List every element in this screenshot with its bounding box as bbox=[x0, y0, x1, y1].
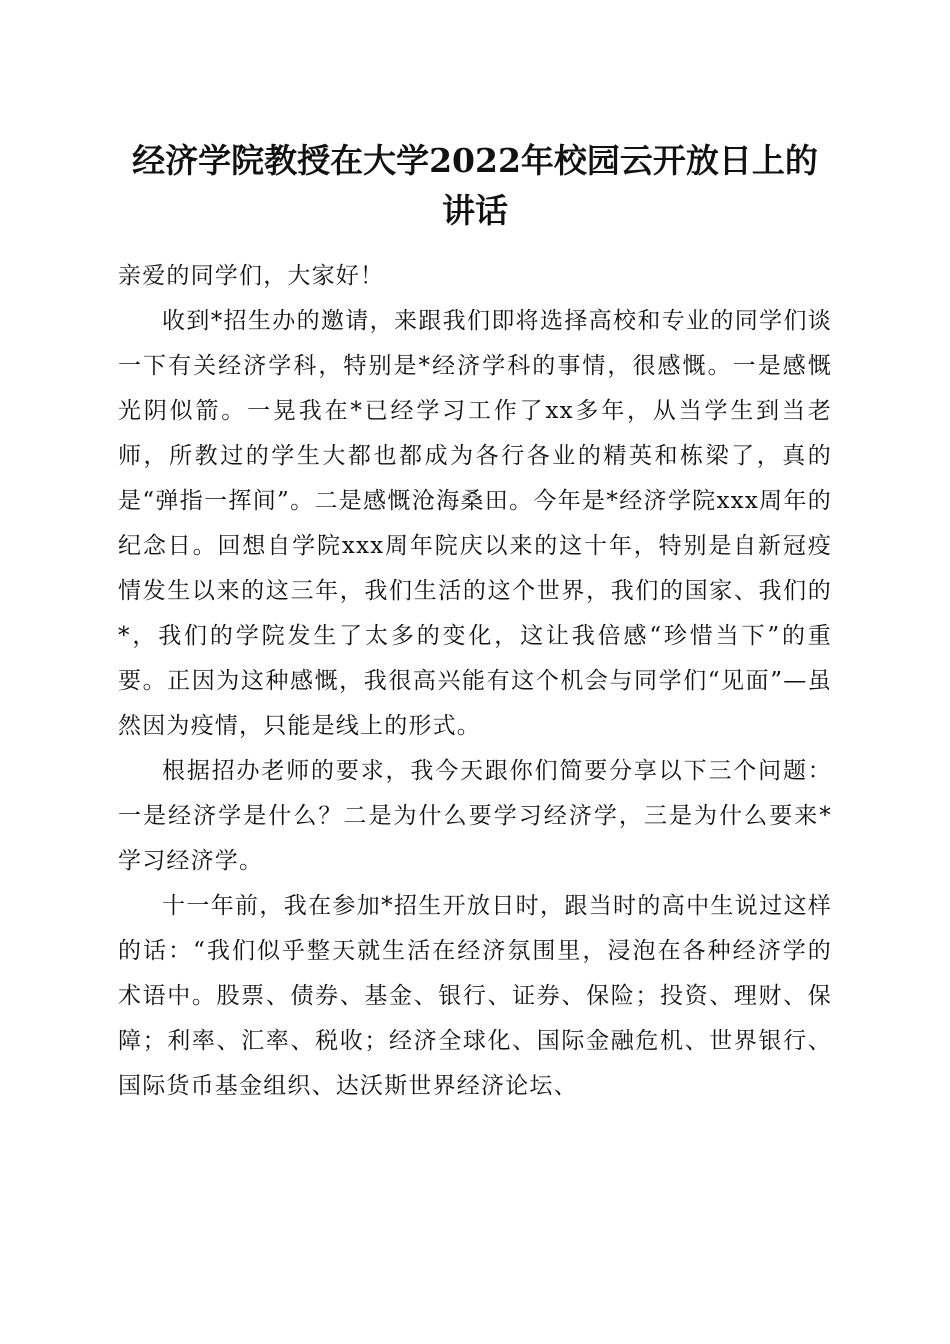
document-title: 经济学院教授在大学2022年校园云开放日上的讲话 bbox=[132, 141, 818, 230]
body-paragraph: 十一年前，我在参加*招生开放日时，跟当时的高中生说过这样的话：“我们似乎整天就生活在经济氛围里，浸泡在各种经济学的术语中。股票、债券、基金、银行、证券、保险；投资、理财、保障；利率、汇率、税收；经济全球化、国际金融危机、世界银行、国际货币基金组织、达沃斯世界经济论坛、 bbox=[118, 893, 832, 1099]
document-body bbox=[118, 254, 832, 1109]
greeting-paragraph: 亲爱的同学们，大家好！ bbox=[118, 263, 385, 289]
body-paragraph: 收到*招生办的邀请，来跟我们即将选择高校和专业的同学们谈一下有关经济学科，特别是*经济学科的事情，很感慨。一是感慨光阴似箭。一晃我在*已经学习工作了xx多年，从当学生到当老师，所教过的学生大都也都成为各行各业的精英和栋梁了，真的是“弹指一挥间”。二是感慨沧海桑田。今年是*经济学院xxx周年的纪念日。回想自学院xxx周年院庆以来的这十年，特别是自新冠疫情发生以来的这三年，我们生活的这个世界，我们的国家、我们的*，我们的学院发生了太多的变化，这让我倍感“珍惜当下”的重要。正因为这种感慨，我很高兴能有这个机会与同学们“见面”—虽然因为疫情，只能是线上的形式。 bbox=[118, 308, 832, 739]
body-paragraph: 根据招办老师的要求，我今天跟你们简要分享以下三个问题：一是经济学是什么？二是为什么要学习经济学，三是为什么要来*学习经济学。 bbox=[118, 758, 832, 874]
